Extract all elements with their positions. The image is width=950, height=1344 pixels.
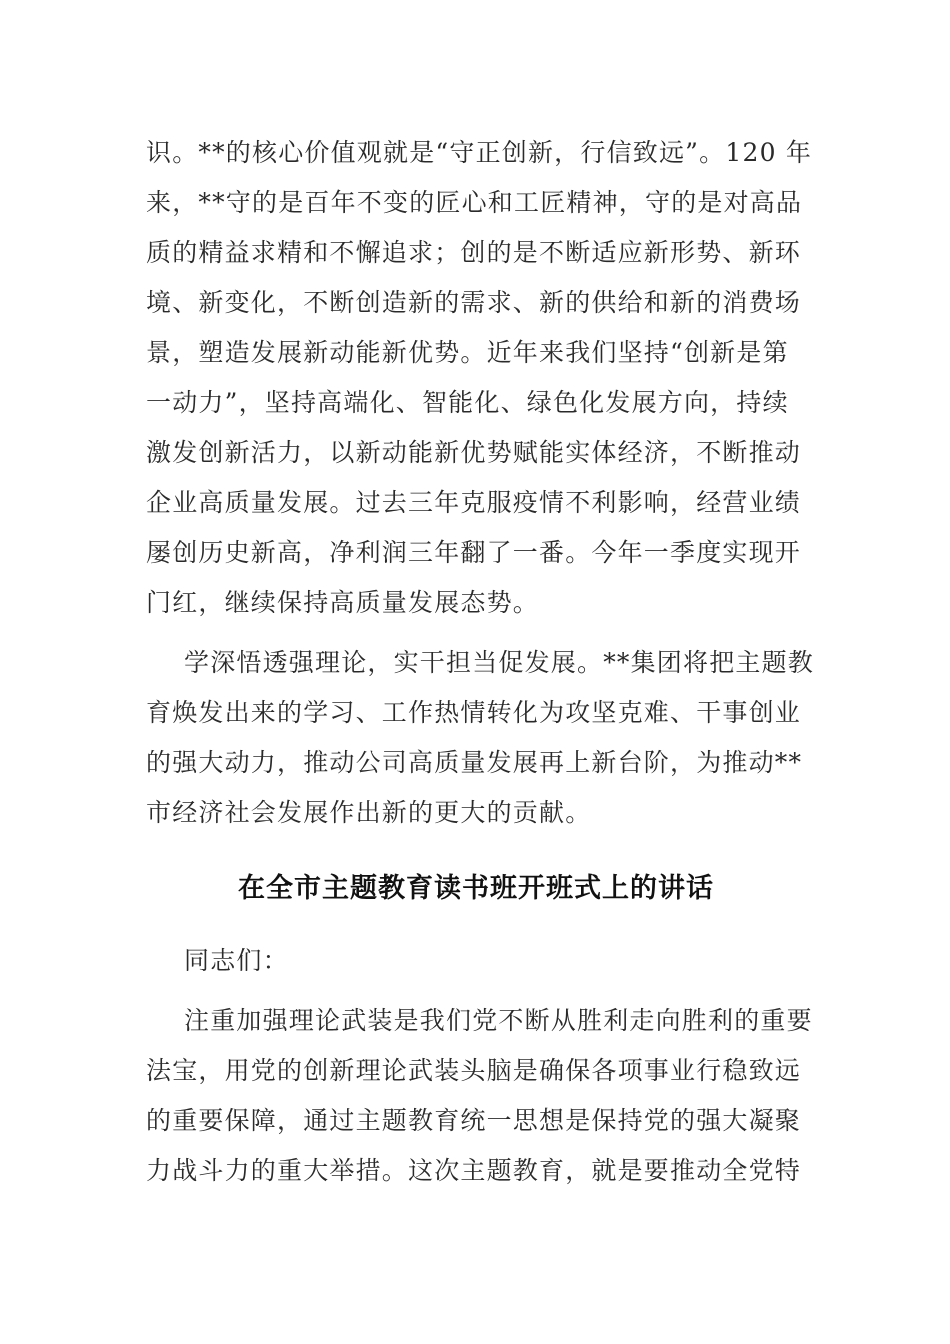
speech-title: 在全市主题教育读书班开班式上的讲话 xyxy=(238,873,714,904)
text-line: 境、新变化，不断创造新的需求、新的供给和新的消费场 xyxy=(146,288,802,317)
text-line: 学深悟透强理论，实干担当促发展。**集团将把主题教 xyxy=(184,648,815,677)
text-line: 市经济社会发展作出新的更大的贡献。 xyxy=(146,798,592,827)
text-line: 激发创新活力，以新动能新优势赋能实体经济，不断推动 xyxy=(146,438,802,467)
text-line: 的重要保障，通过主题教育统一思想是保持党的强大凝聚 xyxy=(146,1106,802,1135)
text-line: 景，塑造发展新动能新优势。近年来我们坚持“创新是第 xyxy=(146,338,789,367)
text-line: 注重加强理论武装是我们党不断从胜利走向胜利的重要 xyxy=(184,1006,813,1035)
text-line: 屡创历史新高，净利润三年翻了一番。今年一季度实现开 xyxy=(146,538,802,567)
paragraph-core-values xyxy=(146,128,813,628)
text-line: 育焕发出来的学习、工作热情转化为攻坚克难、干事创业 xyxy=(146,698,802,727)
document-body xyxy=(146,128,815,1206)
text-line: 质的精益求精和不懈追求；创的是不断适应新形势、新环 xyxy=(146,238,802,267)
paragraph-theory-armament xyxy=(146,996,813,1196)
text-line: 门红，继续保持高质量发展态势。 xyxy=(146,588,540,617)
text-line: 力战斗力的重大举措。这次主题教育，就是要推动全党特 xyxy=(146,1156,802,1185)
text-line: 识。**的核心价值观就是“守正创新，行信致远”。120 年 xyxy=(146,138,813,167)
text-line: 一动力”，坚持高端化、智能化、绿色化发展方向，持续 xyxy=(146,388,789,417)
text-line: 来，**守的是百年不变的匠心和工匠精神，守的是对高品 xyxy=(146,188,803,217)
salutation: 同志们： xyxy=(184,946,289,975)
text-line: 企业高质量发展。过去三年克服疫情不利影响，经营业绩 xyxy=(146,488,802,517)
text-line: 法宝，用党的创新理论武装头脑是确保各项事业行稳致远 xyxy=(146,1056,802,1085)
paragraph-study-theory xyxy=(146,638,815,838)
text-line: 的强大动力，推动公司高质量发展再上新台阶，为推动** xyxy=(146,748,803,777)
